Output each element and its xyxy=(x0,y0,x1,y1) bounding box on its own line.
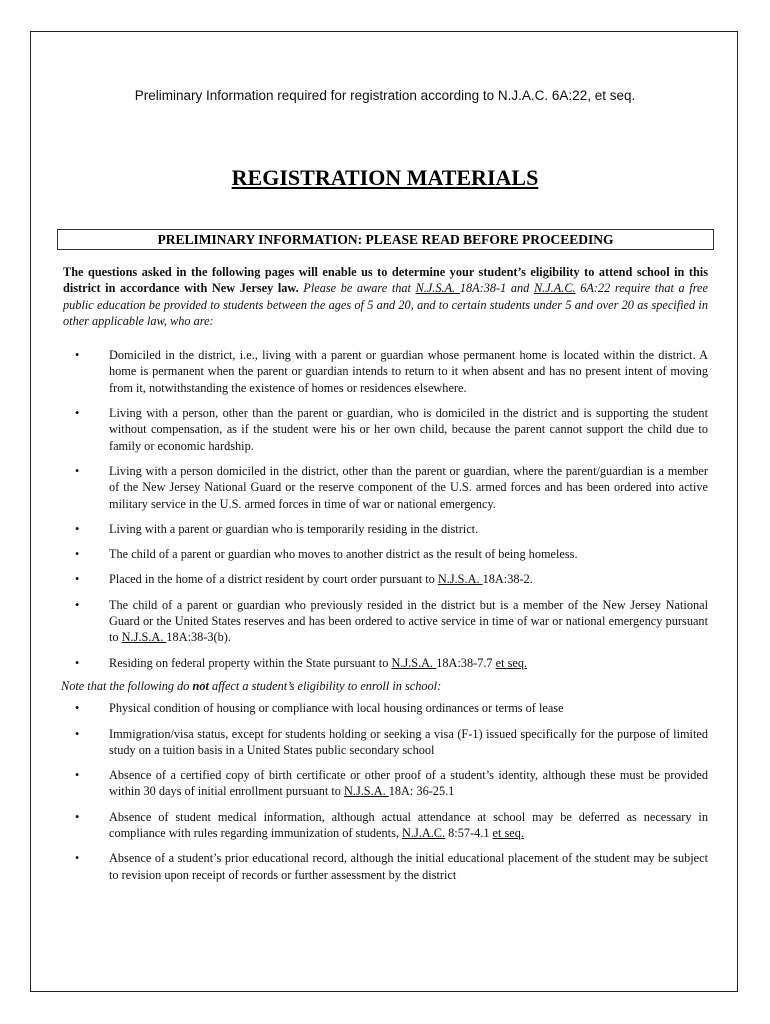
list-item: • Immigration/visa status, except for students holding or seeking a visa (F-1) issued specifically for the purpose of limited study on a tuition basis in a United States public secondary school xyxy=(75,726,708,757)
bullet-icon: • xyxy=(75,572,80,587)
statute-ref-njac: N.J.A.C. xyxy=(533,281,576,296)
bullet-icon: • xyxy=(75,521,80,536)
eligibility-list xyxy=(63,347,708,671)
statute-ref: N.J.S.A. xyxy=(391,655,437,670)
et-seq-ref: et seq. xyxy=(495,655,528,670)
statute-ref: N.J.A.C. xyxy=(402,826,446,841)
bullet-icon: • xyxy=(75,701,80,716)
note-line: Note that the following do not affect a student’s eligibility to enroll in school: xyxy=(61,678,442,693)
non-affecting-list xyxy=(63,700,708,883)
list-item: • Placed in the home of a district resident by court order pursuant to N.J.S.A. 18A:38-2. xyxy=(75,572,533,587)
page-title: REGISTRATION MATERIALS xyxy=(231,165,539,190)
list-item: • Residing on federal property within the State pursuant to N.J.S.A. 18A:38-7.7 et seq. xyxy=(75,655,528,670)
intro-italic-b: 18A:38-1 and xyxy=(459,281,534,296)
list-item: • The child of a parent or guardian who previously resided in the district but is a member of the New Jersey National Guard or the United States reserves and has been ordered to active service in time of war or national emergency pursuant to N.J.S.A. 18A:38-3(b). xyxy=(75,597,708,645)
list-item: • Absence of a certified copy of birth certificate or other proof of a student’s identity, although these must be provided within 30 days of initial enrollment pursuant to N.J.S.A. 18A: 36-25.1 xyxy=(75,768,708,799)
bullet-icon: • xyxy=(75,655,80,670)
bullet-icon: • xyxy=(75,406,80,421)
statute-ref: N.J.S.A. xyxy=(121,630,167,645)
intro-paragraph xyxy=(63,264,708,329)
bullet-icon: • xyxy=(75,597,80,612)
et-seq-ref: et seq. xyxy=(492,826,524,841)
bullet-icon: • xyxy=(75,348,80,363)
list-item: • Absence of a student’s prior educational record, although the initial educational placement of the student may be subject to revision upon receipt of records or further assessment by the district xyxy=(75,851,708,882)
intro-bold: The questions asked in the following pages will enable us to determine your student’s eligibility to attend school in this district in accordance with New Jersey law. xyxy=(63,265,708,296)
bullet-icon: • xyxy=(75,809,80,824)
list-item: • The child of a parent or guardian who moves to another district as the result of being homeless. xyxy=(75,547,578,562)
list-item: • Physical condition of housing or compliance with local housing ordinances or terms of lease xyxy=(75,701,564,716)
intro-italic-a: Please be aware that xyxy=(298,281,416,296)
note-emphasis: not xyxy=(192,678,209,693)
bullet-icon: • xyxy=(75,463,80,478)
document-body xyxy=(63,264,708,892)
bullet-icon: • xyxy=(75,768,80,783)
statute-ref: N.J.S.A. xyxy=(343,784,389,799)
list-item: • Living with a person, other than the parent or guardian, who is domiciled in the district and is supporting the student without compensation, as if the student were his or her own child, because the parent cannot support the child due to family or economic hardship. xyxy=(75,406,708,453)
statute-ref: N.J.S.A. xyxy=(437,572,483,587)
intro-italic-c: 6A:22 require that a free public education be provided to students between the ages of 5 and 20, and to certain students under 5 and over 20 as specified in other applicable law, who are: xyxy=(63,281,708,328)
bullet-icon: • xyxy=(75,726,80,741)
preliminary-header: Preliminary Information required for registration according to N.J.A.C. 6A:22, et seq. xyxy=(134,88,636,103)
section-heading-box: PRELIMINARY INFORMATION: PLEASE READ BEFORE PROCEEDING xyxy=(57,229,714,250)
list-item: • Living with a person domiciled in the district, other than the parent or guardian, where the parent/guardian is a member of the New Jersey National Guard or the reserve component of the U.S. armed forces and has been ordered into active military service in the U.S. armed forces in time of war or national emergency. xyxy=(75,463,708,511)
bullet-icon: • xyxy=(75,547,80,562)
bullet-icon: • xyxy=(75,851,80,866)
list-item: • Absence of student medical information, although actual attendance at school may be deferred as necessary in compliance with rules regarding immunization of students, N.J.A.C. 8:57-4.1 et seq. xyxy=(75,809,708,841)
list-item: • Domiciled in the district, i.e., living with a parent or guardian whose permanent home is located within the district. A home is permanent when the parent or guardian intends to return to it when absent and has no present intent of moving from it, notwithstanding the existence of homes or residences elsewhere. xyxy=(75,348,708,395)
list-item: • Living with a parent or guardian who is temporarily residing in the district. xyxy=(75,521,479,536)
statute-ref-njsa: N.J.S.A. xyxy=(415,281,460,296)
